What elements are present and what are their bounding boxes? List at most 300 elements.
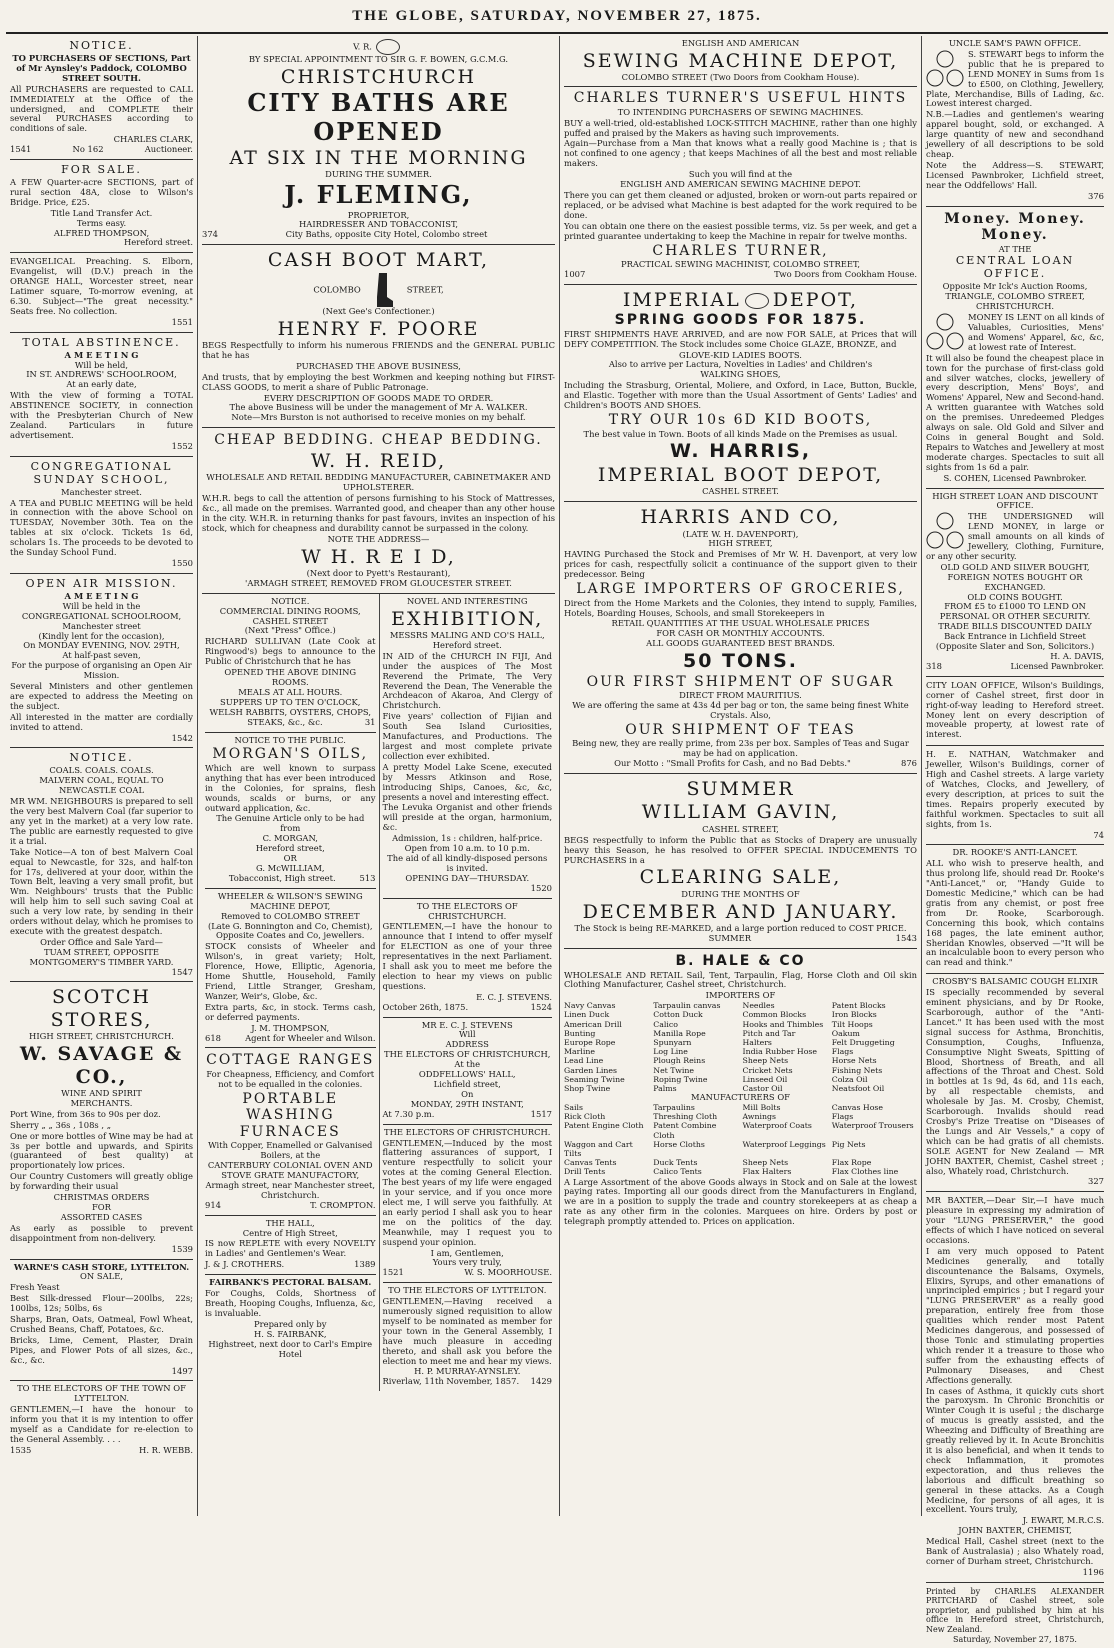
list-item: Tarpaulins [653, 1103, 695, 1112]
list-item: Felt Druggeting [831, 1037, 895, 1047]
ad-line: Agent for Wheeler and Wilson. [245, 1032, 376, 1043]
ad-line: COLOMBO STREET (Two Doors from Cookham House). [621, 72, 860, 83]
ad-central-loan [926, 207, 1104, 489]
ad-line: CANTERBURY COLONIAL OVEN AND STOVE GRATE MANUFACTORY, [207, 1160, 373, 1180]
ad-murray-aynsley [383, 1283, 553, 1391]
ad-line: TRIANGLE, COLOMBO STREET, [945, 291, 1085, 302]
ad-title: HENRY F. POORE [277, 317, 480, 340]
list-item: Colza Oil [831, 1074, 868, 1084]
ad-line: THE ELECTORS OF CHRISTCHURCH, [384, 1049, 551, 1060]
list-item: Mill Bolts [742, 1103, 781, 1112]
ad-notice-purchasers [10, 36, 193, 160]
ad-title: HARRIS AND CO, [640, 506, 841, 529]
list-item: Flags [831, 1047, 854, 1057]
ad-body: BUY a well-tried, old-established LOCK-STITCH MACHINE, rather than one highly puffed and praised by the Makers as having such improvements. [564, 117, 917, 138]
ad-line: TRADE BILLS DISCOUNTED DAILY [938, 621, 1092, 632]
ad-line: PROPRIETOR, [347, 209, 410, 220]
ad-body: GENTLEMEN,—I have the honour to inform you that it is my intention to offer myself as a Candidate for re-election to the General Assembly. . . . [10, 1404, 193, 1444]
ad-number: 1551 [171, 316, 193, 327]
ad-body: MONEY IS LENT on all kinds of Valuables, Curiosities, Mens' and Womens' Apparel, &c, &c, at lowest rate of Interest. [968, 312, 1104, 352]
list-item: Europe Rope [564, 1037, 616, 1047]
list-item: Tilt Hoops [831, 1019, 873, 1029]
ad-body: WHOLESALE AND RETAIL Sail, Tent, Tarpaulin, Flag, Horse Cloth and Oil skin Clothing Manufacturer, Cashel street, Christchurch. [564, 969, 917, 990]
ad-body: In cases of Asthma, it quickly cuts short the paroxysm. In Chronic Bronchitis or Winter Cough it is useful ; the discharge of mucus is greatly assisted, and the Wheezing and Difficulty of Breathing are greatly relieved by it. In Acute Bronchitis it is also beneficial, and when it tends to check Inflammation, it promotes expectoration, and thus relieves the laborious and difficult breathing so general in these attacks. As a Cough Medicine, for persons of all ages, it is excellent. Yours truly, [926, 1385, 1104, 1515]
list-item: Rick Cloth [564, 1112, 606, 1122]
ad-title: A M E E T I N G [64, 349, 139, 360]
ad-title: MORGAN'S OILS, [212, 746, 369, 763]
ad-line: SUPPERS UP TO TEN O'CLOCK, [220, 696, 361, 707]
ad-number: 1517 [530, 1108, 552, 1119]
ad-heading: NOTICE. [69, 751, 134, 765]
pawn-balls-icon [926, 49, 964, 89]
list-item: Navy Canvas [564, 1001, 616, 1011]
ad-body: STOCK consists of Wheeler and Wilson's, in great variety; Holt, Florence, Howe, Elliptic, Agenoria, Home Shuttle, Household, Family Friend, Little Stranger, Gresham, Wanzer, Weir's, Globe, &c. [205, 941, 376, 1001]
list-item: Bunting [564, 1028, 596, 1038]
ad-title: CHARLES TURNER'S USEFUL HINTS [573, 90, 908, 107]
ad-line: TUAM STREET, OPPOSITE MONTGOMERY'S TIMBER YARD. [29, 946, 174, 967]
ad-line: (Opposite Slater and Son, Solicitors.) [935, 641, 1095, 652]
column-2-subcolumns [202, 594, 555, 1392]
ad-heading: CONGREGATIONAL SUNDAY SCHOOL, [30, 459, 173, 486]
ad-body: Our Country Customers will greatly oblige by forwarding their usual [10, 1171, 193, 1192]
ad-malvern-coal [10, 748, 193, 982]
ad-address: Manchester street. [61, 486, 142, 497]
ad-title: JOHN BAXTER, CHEMIST, [958, 1525, 1072, 1536]
ad-number: 1196 [1082, 1566, 1104, 1577]
imprint-date: Saturday, November 27, 1875. [953, 1634, 1077, 1644]
ad-line: (Late G. Bonnington and Co, Chemist), Opposite Coates and Co, jewellers. [207, 920, 373, 941]
ad-signature: J. EWART, M.R.C.S. [1022, 1515, 1104, 1526]
column-1 [6, 36, 198, 1516]
ad-title: A M E E T I N G [64, 590, 139, 601]
ad-signature: H. P. MURRAY-AYNSLEY. [414, 1366, 521, 1377]
ad-number: 1541 [10, 144, 32, 155]
ad-line: Manchester street [62, 620, 141, 631]
ad-body: EVANGELICAL Preaching. S. Elborn, Evangelist, will (D.V.) preach in the ORANGE HALL, Worcester street, near Latimer square, To-morrow evening, at 6.30. Subject—"The great necessity." Seats free. No collection. [10, 256, 193, 316]
ad-line: NOTE THE ADDRESS— [327, 533, 430, 544]
ad-line: The Stock is being RE-MARKED, and a large portion reduced to COST PRICE. [574, 923, 907, 934]
column-2-left [202, 594, 379, 1392]
ad-line: FROM £5 to £1000 TO LEND ON PERSONAL OR OTHER SECURITY. [939, 601, 1091, 622]
pawn-balls-icon [926, 312, 964, 352]
ad-line: MESSRS MALING AND CO'S HALL, [389, 630, 545, 641]
ad-title: CLEARING SALE, [639, 866, 842, 889]
ad-line: At an early date, [66, 379, 137, 390]
pawn-balls-icon [926, 511, 964, 551]
ad-heading: FOR SALE. [61, 163, 142, 177]
list-item: Iron Blocks [831, 1010, 877, 1020]
ad-signature: W. S. MOORHOUSE. [464, 1267, 552, 1278]
ad-city-loan-office [926, 677, 1104, 746]
ad-date: Riverlaw, 11th November, 1857. [382, 1376, 520, 1387]
ad-body: Medical Hall, Cashel street (next to the Bank of Australasia) ; also Whately road, corner of Durham street, Christchurch. [926, 1536, 1104, 1566]
ad-number: 318 [926, 660, 942, 671]
list-item: Sails [564, 1103, 583, 1112]
ad-signature: E. C. J. STEVENS. [476, 991, 552, 1002]
ad-line: Open from 10 a.m. to 10 p.m. [404, 843, 530, 854]
list-item: Pitch and Tar [742, 1028, 796, 1038]
list-item: Awnings [742, 1112, 776, 1122]
ad-body: Again—Purchase from a Man that knows what a really good Machine is ; that is not confined to one agency ; that keeps Machines of all the best and most reliable makers. [564, 138, 917, 169]
ad-line: OLD COINS BOUGHT. [967, 591, 1063, 602]
ad-line: We are offering the same at 43s 4d per bag or ton, the same being finest White Crystals. Also, [572, 699, 909, 720]
ad-number: 1520 [530, 882, 552, 893]
ad-b-hale [564, 949, 917, 1232]
ad-title: IMPERIAL BOOT DEPOT, [597, 463, 884, 486]
ad-dr-rooke [926, 845, 1104, 974]
list-item: Calico Tents [653, 1167, 702, 1177]
ad-line: (Next door to Pyett's Restaurant), [306, 567, 451, 578]
masthead: THE GLOBE, SATURDAY, NOVEMBER 27, 1875. [352, 8, 762, 24]
ad-signature: H. S. FAIRBANK, [253, 1328, 327, 1339]
ad-body: S. STEWART begs to inform the public that he is prepared to LEND MONEY in Sums from 1s to £500, on Clothing, Jewellery, Plate, Merchandise, Bills of Lading, &c. Lowest interest charged. [926, 48, 1104, 109]
ad-line: At the [454, 1059, 481, 1070]
ad-line: For the purpose of organising an Open Air Mission. [11, 660, 192, 681]
ad-signature: CHARLES CLARK, [113, 134, 193, 145]
ad-line: Also to arrive per Lactura, Novelties in Ladies' and Children's [608, 359, 873, 370]
column-4 [922, 36, 1108, 1644]
ad-title: LARGE IMPORTERS OF GROCERIES, [576, 581, 905, 598]
ad-motto: Our Motto : "Small Profits for Cash, and no Bad Debts." [614, 758, 851, 769]
ad-body: There you can get them cleaned or adjusted, broken or worn-out parts repaired or replaced, or be advised what Machine is best adapted for the work required to be done. [564, 189, 917, 220]
ad-address: Hereford street. [124, 237, 193, 248]
ad-body: A FEW Quarter-acre SECTIONS, part of rural section 48A, close to Wilson's Bridge. Price, £25. [10, 177, 193, 207]
list-item: Flax Rope [831, 1158, 872, 1168]
list-item: American Drill [564, 1019, 622, 1029]
ad-number: 376 [1088, 190, 1104, 201]
ad-title: J. FLEMING, [284, 180, 473, 210]
ad-number: 374 [202, 229, 218, 240]
ad-line: DIRECT FROM MAURITIUS. [679, 690, 802, 701]
ad-line: MERCHANTS. [70, 1097, 133, 1108]
list-item: Linen Duck [564, 1010, 610, 1020]
list-item: Calico [653, 1019, 678, 1029]
ad-body: HAVING Purchased the Stock and Premises of Mr W. H. Davenport, at very low prices for cash, respectfully solicit a continuance of the support given to their predecessor. Being [564, 549, 917, 580]
royal-crest [202, 39, 555, 55]
ad-title: IMPERIAL [622, 288, 741, 311]
ad-line: With Copper, Enamelled or Galvanised Boilers, at the [208, 1140, 373, 1161]
ad-line: WINE AND SPIRIT [61, 1088, 142, 1098]
ad-title: THE HALL, [265, 1217, 315, 1228]
ad-line: BY SPECIAL APPOINTMENT TO SIR G. F. BOWEN, G.C.M.G. [248, 54, 509, 64]
ad-line: Tobacconist, High street. [228, 872, 336, 883]
ad-evangelical [10, 253, 193, 332]
list-item: Waterproof Leggings [742, 1139, 826, 1149]
list-item: Castor Oil [742, 1083, 783, 1093]
ad-number: 914 [205, 1199, 221, 1210]
ad-line: (Next "Press" Office.) [244, 625, 336, 636]
printer-imprint [926, 1583, 1104, 1648]
ad-line: At half-past seven, [62, 650, 141, 661]
ad-line: OR [283, 853, 297, 864]
ad-signature: ALFRED THOMPSON, [53, 227, 150, 238]
ad-body: One or more bottles of Wine may be had at 3s per bottle and upwards, and Spirits (guaranteed of best quality) at proportionately low prices. [10, 1130, 193, 1171]
ad-number: 1539 [171, 1243, 193, 1254]
ad-body: As early as possible to prevent disappointment from non-delivery. [10, 1222, 193, 1243]
ad-line: ON SALE, [80, 1271, 123, 1282]
ad-line: MANUFACTURERS OF [691, 1092, 790, 1103]
ad-dining-rooms [205, 594, 376, 733]
list-item: Oakum [831, 1028, 860, 1038]
ad-signature: H. R. WEBB. [139, 1444, 193, 1455]
ad-heading: NOTICE. [69, 39, 134, 52]
ad-line: On [461, 1088, 474, 1099]
ad-title: SEWING MACHINE DEPOT, [582, 49, 899, 72]
ad-line: COLOMBO [313, 284, 361, 295]
ad-crosby-elixir [926, 974, 1104, 1192]
list-item: Patent Combine Cloth [653, 1121, 717, 1140]
ad-title: AT SIX IN THE MORNING [229, 146, 528, 169]
list-item: India Rubber Hose [742, 1047, 818, 1057]
list-item: Sheep Nets [742, 1056, 789, 1066]
list-item: Horse Nets [831, 1056, 877, 1066]
ad-number: 1543 [895, 933, 917, 944]
ad-title: COTTAGE RANGES [206, 1052, 375, 1069]
ad-imperial-depot [564, 285, 917, 502]
ad-body: BEGS respectfully to inform the Public that as Stocks of Drapery are unusually heavy this Season, he has resolved to OFFER SPECIAL INDUCEMENTS TO PURCHASERS in a [564, 834, 917, 865]
ad-body: Take Notice—A ton of best Malvern Coal equal to Newcastle, for 32s, and half-ton for 17s, delivered at your door, within the Town Belt, leaving a very small profit, but Wm. Neighbours' trusts that the Public will help him to sell such saving Coal at such a very low rate, by sending in their orders without delay, which he promises to execute with the greatest despatch. [10, 846, 193, 936]
ad-line: (Kindly lent for the occasion), [38, 630, 165, 641]
ad-line: Admission, 1s : children, half-price. [392, 833, 543, 844]
ad-title: CHEAP BEDDING. CHEAP BEDDING. [214, 432, 543, 449]
ad-line: On MONDAY EVENING, NOV. 29TH, [23, 640, 180, 651]
ad-body: With the view of forming a TOTAL ABSTINENCE SOCIETY, in connection with the Presbyterian Church of New Zealand. Particulars in future advertisement. [10, 390, 193, 440]
ad-number: 1521 [382, 1267, 404, 1278]
ad-fairbank-balsam [205, 1275, 376, 1363]
list-item: Palms [653, 1083, 677, 1093]
ad-title: THE ELECTORS OF CHRISTCHURCH. [384, 1126, 551, 1137]
ad-body: GENTLEMEN,—Induced by the most flattering assurances of support, I venture respectfully to solicit your votes at the coming General Election. The best years of my life were engaged in your service, and if you once more elect me, I will serve you faithfully. At an early period I shall ask you to hear me on the politics of the day. Meanwhile, may I request you to suspend your opinion. [382, 1137, 552, 1247]
ad-body: And trusts, that by employing the best Workmen and keeping nothing but FIRST-CLASS GOODS, to merit a share of Public Patronage. [202, 371, 555, 392]
ad-title: Money. Money. Money. [944, 210, 1086, 244]
list-item: Threshing Cloth [653, 1112, 718, 1122]
ad-line: Hereford street. [432, 639, 502, 650]
ad-line: 'ARMAGH STREET, REMOVED FROM GLOUCESTER STREET. [245, 577, 512, 588]
ad-title: CASH BOOT MART, [267, 249, 490, 272]
ad-line: ASSORTED CASES [60, 1211, 143, 1222]
ad-line: At 7.30 p.m. [382, 1108, 435, 1119]
ad-line: DURING THE SUMMER. [325, 169, 432, 180]
ad-title: W. HARRIS, [669, 440, 812, 463]
list-item: Net Twine [653, 1065, 695, 1075]
list-item: Flags [831, 1112, 854, 1122]
list-item: Patent Engine Cloth [564, 1121, 644, 1131]
ad-number: 1497 [171, 1365, 193, 1376]
crest-emblem-icon [745, 293, 769, 309]
ad-line: FOR CASH OR MONTHLY ACCOUNTS. [656, 628, 825, 639]
ad-body: You can obtain one there on the easiest possible terms, viz. 5s per week, and get a printed guarantee undertaking to keep the Machine in repair for twelve months. [564, 220, 917, 241]
list-item: Hooks and Thimbles [742, 1019, 824, 1029]
ad-harris-and-co [564, 502, 917, 774]
ad-body: Sharps, Bran, Oats, Oatmeal, Fowl Wheat, Crushed Beans, Chaff, Potatoes, &c. [10, 1314, 193, 1334]
ad-line: Prepared only by [253, 1318, 327, 1329]
ad-line: Being new, they are really prime, from 23s per box. Samples of Teas and Sugar may be had on application. [572, 738, 909, 759]
ad-line: Removed to COLOMBO STREET [220, 910, 360, 921]
ad-line: Yours very truly, [432, 1257, 502, 1268]
ad-title: WILLIAM GAVIN, [641, 801, 840, 824]
list-item: Waterproof Trousers [831, 1121, 914, 1131]
ad-address: City Baths, opposite City Hotel, Colombo street [285, 229, 488, 240]
ad-heading: TOTAL ABSTINENCE. [22, 335, 181, 349]
boot-icon [375, 273, 393, 307]
ad-line: Order Office and Sale Yard— [40, 936, 163, 947]
list-item: Horse Cloths [653, 1139, 705, 1149]
ad-for-sale [10, 160, 193, 253]
list-item: Garden Lines [564, 1065, 618, 1075]
ad-line: Note—Mrs Burston is not authorised to receive monies on my behalf. [231, 412, 526, 423]
ad-line: Will be held in the [62, 600, 141, 611]
list-item: Needles [742, 1001, 775, 1011]
ad-william-gavin [564, 774, 917, 949]
list-item: Canvas Hose [831, 1103, 884, 1112]
ad-body: It will also be found the cheapest place in town for the purchase of first-class gold and silver watches, clocks, jewellery of every description, Mens' Boys', and Womens' Apparel, New and Second-hand. A written guarantee with Watches sold on the premises. Unredeemed Pledges always on sale. Old Gold and Silver and Coins in general Bought and Sold. Repairs to Watches and Jewellery at most moderate charges. Spectacles to suit all sights from 1s 6d a pair. [926, 352, 1104, 472]
ad-cash-boot-mart [202, 245, 555, 428]
ad-title: OUR SHIPMENT OF TEAS [625, 721, 856, 738]
ad-line: The best value in Town. Boots of all kinds Made on the Premises as usual. [583, 428, 898, 439]
ad-line: Such you will find at the [688, 169, 793, 180]
ad-body: Direct from the Home Markets and the Colonies, they intend to supply, Families, Hotels, Boarding Houses, Schools, and small Storekeepers in [564, 597, 917, 618]
ad-body: MR BAXTER,—Dear Sir,—I have much pleasure in expressing my admiration of your "LUNG PRESERVER," the good effects of which I have noticed on several occasions. [926, 1195, 1104, 1245]
ad-line: The Genuine Article only to be had from [216, 813, 365, 834]
ad-line: The above Business will be under the management of Mr A. WALKER. [229, 402, 528, 413]
imprint-text: Printed by CHARLES ALEXANDER PRITCHARD of Cashel street, sole proprietor, and published by him at his office in Hereford street, Christchurch, New Zealand. [926, 1586, 1104, 1634]
ad-line: CASHEL STREET, [702, 823, 779, 834]
ad-title: SCOTCH STORES, [50, 986, 153, 1031]
list-item: Common Blocks [742, 1010, 807, 1020]
ad-address: Highstreet, next door to Carl's Empire Hotel [208, 1338, 373, 1359]
ad-stevens-address [383, 1018, 553, 1125]
list-item: Halters [742, 1037, 772, 1047]
ad-body: Fresh Yeast [10, 1282, 60, 1293]
ad-line: (LATE W. H. DAVENPORT), [682, 528, 799, 539]
ad-line: MEALS AT ALL HOURS. [238, 686, 343, 697]
list-item: Patent Blocks [831, 1001, 886, 1011]
ad-heading: NOTICE TO THE PUBLIC. [234, 734, 346, 745]
list-item: Spunyarn [653, 1037, 692, 1047]
ad-title: DECEMBER AND JANUARY. [582, 900, 899, 923]
ad-line: DURING THE MONTHS OF [681, 888, 800, 899]
column-2-right [379, 594, 556, 1392]
ad-date: October 26th, 1875. [382, 1001, 469, 1012]
ad-title: OUR FIRST SHIPMENT OF SUGAR [586, 673, 895, 690]
list-item: Drill Tents [564, 1167, 606, 1177]
list-item: Pig Nets [831, 1139, 866, 1149]
ad-signature: J. & J. CROTHERS. [205, 1259, 285, 1270]
ad-line: Hereford street, [255, 843, 325, 854]
list-item: Cricket Nets [742, 1065, 793, 1075]
ad-body: For Coughs, Colds, Shortness of Breath, Hooping Coughs, Influenza, &c, is invaluable. [205, 1288, 376, 1318]
list-item: Flax Clothes line [831, 1167, 899, 1177]
ad-line: For Cheapness, Efficiency, and Comfort not to be equalled in the colonies. [206, 1068, 375, 1089]
ad-line: Lichfield street, [433, 1079, 501, 1090]
ad-body: IN AID of the CHURCH IN FIJI, And under the auspices of The Most Reverend the Primate, The Very Reverend the Dean, The Venerable the Archdeacon of Akaroa, And Clergy of Christchurch. [382, 650, 552, 711]
ad-line: Back Entrance in Lichfield Street [944, 631, 1086, 642]
ad-number: 74 [1093, 829, 1104, 840]
ad-body: A TEA and PUBLIC MEETING will be held in connection with the above School on TUESDAY, November 30th. Tea on the tables at six o'clock. Tickets 1s 6d, scholars 1s. The proceeds to be devoted to the Sunday School Fund. [10, 497, 193, 558]
ad-title: WARNE'S CASH STORE, LYTTELTON. [13, 1261, 190, 1272]
ad-body: CITY LOAN OFFICE, Wilson's Buildings, corner of Cashel street, first door in right-of-way leading to Hereford street. Money lent on every description of moveable property, at lowest rate of interest. [926, 679, 1104, 740]
ad-body: GENTLEMEN,—I have the honour to announce that I intend to offer myself for ELECTION as one of your three representatives in the next Parliament. I shall ask you to meet me before the election to hear my views on public questions. [382, 921, 552, 991]
ad-line: RETAIL QUANTITIES AT THE USUAL WHOLESALE PRICES [611, 618, 870, 629]
ad-line: WALKING SHOES, [700, 369, 781, 380]
ad-body: Which are well known to surpass anything that has ever been introduced in the Colonies, for sprains, flesh wounds, scalds or burns, or any outward application, &c. [205, 762, 376, 813]
ad-electors-lyttelton [10, 1381, 193, 1459]
ad-body: BEGS Respectfully to inform his numerous FRIENDS and the GENERAL PUBLIC that he has [202, 340, 555, 360]
ad-line: Will be held, [74, 359, 129, 370]
ad-moorhouse [383, 1125, 553, 1284]
ad-title: CASHEL STREET [252, 615, 328, 626]
ad-line: (Next Gee's Confectioner.) [322, 305, 435, 316]
ad-title: COMMERCIAL DINING ROOMS, [219, 605, 361, 616]
ad-title: SPRING GOODS FOR 1875. [614, 312, 867, 329]
ad-title: CHARLES TURNER, [652, 242, 829, 259]
ad-title: WHEELER & WILSON'S SEWING MACHINE DEPOT, [217, 890, 363, 911]
ad-body: IS specially recommended by several eminent physicians, and by Dr Rooke, Scarborough, author of the "Anti-Lancet." It has been used with the most signal success for Asthma, Bronchitis, Consumption, Coughs, Influenza, Consumptive Night Sweats, Spitting of Blood, Shortness of Breath, and all affections of the Throat and Chest. Sold in bottles at 1s 9d, 4s 6d, and 11s each, by all respectable chemists, and wholesale by Jas. M. Crosby, Chemist, Scarborough. Invalids should read Crosby's Prize Treatise on "Diseases of the Lungs and Air Vessels," a copy of which can be had gratis of all chemists. SOLE AGENT for New Zealand — MR JOHN BAXTER, Chemist, Cashel street ; also, Whately road, Christchurch. [926, 987, 1104, 1176]
ad-title: DEPOT, [772, 288, 859, 311]
ad-body: I am very much opposed to Patent Medicines generally, and totally discountenance the Balsams, Oxymels, Elixirs, Syrups, and other emanations of unprincipled empirics ; but I regard your "LUNG PRESERVER" as a really good preparation, entirely free from those qualities which render most Patent Medicines dangerous, and possessed of those Tonic and stimulating properties which render it a treasure to those who suffer from the exhausting effects of Pulmonary Diseases, and Chest Affections generally. [926, 1245, 1104, 1385]
ad-title: CROSBY'S BALSAMIC COUGH ELIXIR [932, 976, 1098, 987]
ad-body: GENTLEMEN,—Having received a numerously signed requisition to allow myself to be nominated as member for your town in the General Assembly, I have much pleasure in acceding thereto, and shall ask you before the election to meet me and hear my views. [382, 1296, 552, 1366]
ad-body: Port Wine, from 36s to 90s per doz. [10, 1108, 161, 1119]
ad-line: FOR [92, 1201, 111, 1212]
ad-title: W. H. REID, [310, 449, 447, 472]
ad-body: Bricks, Lime, Cement, Plaster, Drain Pipes, and Flower Pots of all sizes, &c., &c., &c. [10, 1334, 193, 1365]
ad-line: IN ST. ANDREWS' SCHOOLROOM, [26, 369, 177, 380]
ad-line: STREET, [406, 284, 444, 295]
ad-signature: J. M. THOMPSON, [251, 1022, 330, 1033]
ad-body: Several Ministers and other gentlemen are expected to address the Meeting on the subject. [10, 681, 193, 711]
masthead-rule [6, 32, 1108, 34]
ad-line: CHRISTMAS ORDERS [53, 1192, 150, 1203]
ad-number: 1542 [171, 732, 193, 743]
list-item: Sheep Nets [742, 1158, 789, 1168]
ad-body: Extra parts, &c, in stock. Terms cash, or deferred payments. [205, 1001, 376, 1022]
ad-line: HIGH STREET, [708, 538, 773, 549]
ad-line: HAIRDRESSER AND TOBACCONIST, [299, 219, 458, 230]
ad-line: OPENED THE ABOVE DINING ROOMS. [224, 667, 357, 687]
column-3 [560, 36, 922, 1516]
ad-cheap-bedding [202, 428, 555, 593]
columns [6, 36, 1108, 1644]
ad-body: ALL who wish to preserve health, and thus prolong life, should read Dr. Rooke's "Anti-Lancet," or, "Handy Guide to Domestic Medicine," which can be had gratis from any chemist, or post free from Dr. Rooke, Scarborough. Concerning this book, which contains 168 pages, the late eminent author, Sheridan Knowles, observed —"It will be an incalculable boon to every person who can read and think." [926, 858, 1104, 968]
ad-number: 31 [364, 716, 376, 727]
ad-open-air-mission [10, 574, 193, 749]
ad-body: Best Silk-dressed Flour—200lbs, 22s; 100lbs, 12s; 50lbs, 6s [10, 1293, 193, 1314]
ad-line: ENGLISH AND AMERICAN [681, 38, 800, 48]
list-item: Duck Tents [653, 1158, 698, 1168]
ad-number: 876 [901, 758, 917, 769]
list-item: Seaming Twine [564, 1074, 625, 1084]
list-item: Cotton Duck [653, 1010, 703, 1020]
crown-emblem-icon [376, 39, 400, 55]
ad-title: TRY OUR 10s 6D KID BOOTS, [608, 412, 873, 429]
ad-line: Will [459, 1029, 476, 1040]
ad-signature: S. COHEN, Licensed Pawnbroker. [943, 472, 1087, 483]
list-item: Fishing Nets [831, 1065, 883, 1075]
list-item: Neatsfoot Oil [831, 1083, 885, 1093]
ad-body: W.H.R. begs to call the attention of persons furnishing to his Stock of Mattresses, &c., all made on the premises. Warranted good, and cheaper than any other house in the city. W.H.R. in returning thanks for past favours, invites an inspection of his stock, which for cheapness and durability cannot be surpassed in the colony. [202, 492, 555, 533]
ad-number: 327 [1088, 1176, 1104, 1187]
list-item: Canvas Tents [564, 1158, 617, 1168]
ad-line: Opposite Mr Ick's Auction Rooms, [942, 281, 1088, 292]
ad-line: EVERY DESCRIPTION OF GOODS MADE TO ORDER. [263, 392, 494, 403]
list-item: Waterproof Coats [742, 1121, 812, 1131]
ad-title: MALVERN COAL, EQUAL TO NEWCASTLE COAL [39, 775, 164, 796]
ad-number: 1524 [530, 1001, 552, 1012]
ad-line: PRACTICAL SEWING MACHINIST, COLOMBO STREET, [620, 259, 861, 270]
ad-line: IMPORTERS OF [705, 990, 776, 1001]
list-item: Lead Line [564, 1056, 604, 1066]
